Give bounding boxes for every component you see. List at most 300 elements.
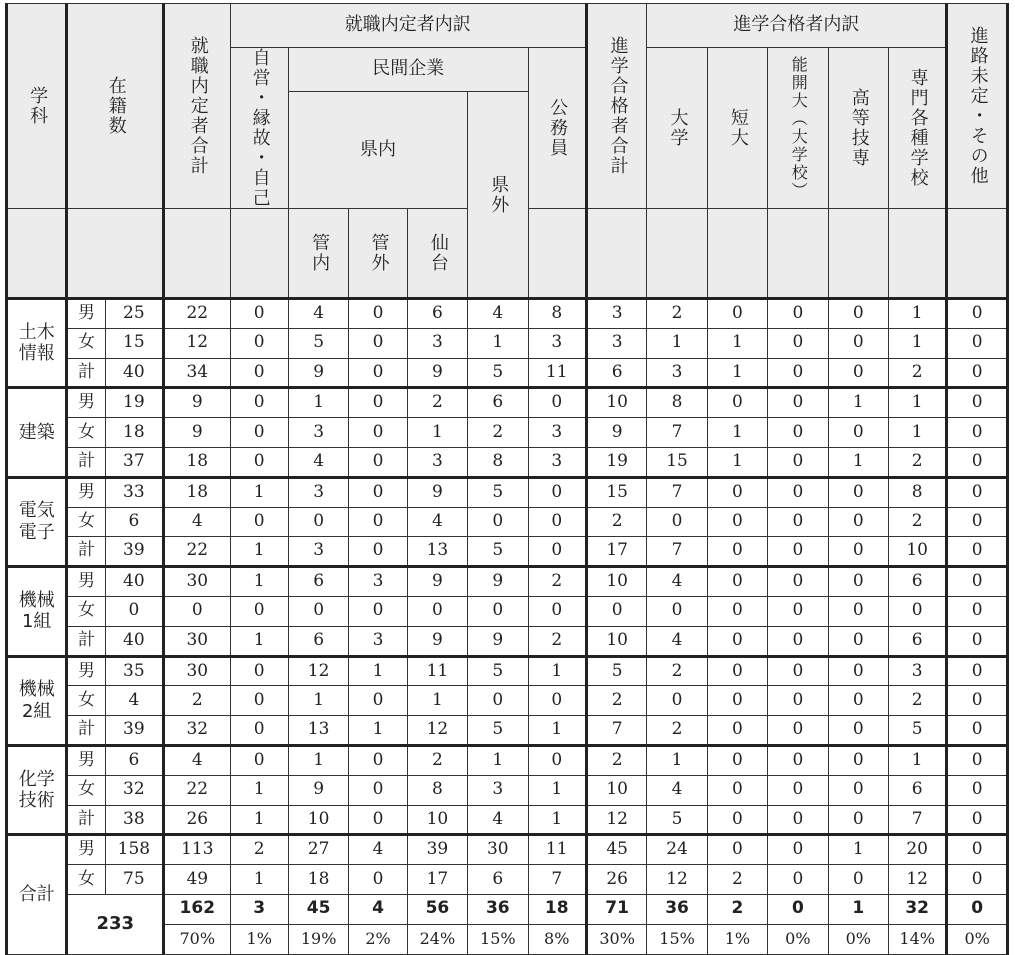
cell-kangai: 0 bbox=[349, 686, 407, 716]
gender-label: 女 bbox=[67, 596, 105, 626]
cell-university: 0 bbox=[647, 596, 707, 626]
sum-employed-total: 162 bbox=[164, 894, 230, 924]
cell-tech-college: 0 bbox=[828, 686, 888, 716]
cell-university: 7 bbox=[647, 477, 707, 507]
cell-self-employed: 0 bbox=[230, 418, 288, 448]
cell-self-employed: 1 bbox=[230, 477, 288, 507]
gender-label: 女 bbox=[67, 865, 105, 895]
cell-self-employed: 0 bbox=[230, 358, 288, 388]
cell-kangai: 0 bbox=[349, 865, 407, 895]
cell-self-employed: 0 bbox=[230, 447, 288, 477]
cell-university: 7 bbox=[647, 537, 707, 567]
cell-kannai: 1 bbox=[288, 686, 348, 716]
gender-label: 女 bbox=[67, 686, 105, 716]
cell-university: 8 bbox=[647, 388, 707, 418]
cell-tech-college: 1 bbox=[828, 388, 888, 418]
cell-vocational: 0 bbox=[888, 596, 946, 626]
cell-self-employed: 1 bbox=[230, 567, 288, 597]
table-row bbox=[7, 567, 1008, 597]
cell-junior-college: 0 bbox=[707, 775, 767, 805]
dept-name: 機械 1組 bbox=[7, 567, 67, 656]
cell-junior-college: 1 bbox=[707, 447, 767, 477]
cell-university: 0 bbox=[647, 507, 707, 537]
cell-undecided: 0 bbox=[947, 626, 1008, 656]
cell-kannai: 9 bbox=[288, 358, 348, 388]
dept-name: 化学 技術 bbox=[7, 745, 67, 834]
table-row bbox=[7, 835, 1008, 865]
cell-advance-total: 10 bbox=[586, 775, 646, 805]
cell-enrolled: 35 bbox=[105, 656, 163, 686]
cell-sendai: 1 bbox=[407, 418, 467, 448]
cell-vocational: 2 bbox=[888, 507, 946, 537]
table-row bbox=[7, 775, 1008, 805]
cell-sendai: 9 bbox=[407, 626, 467, 656]
cell-advance-total: 12 bbox=[586, 805, 646, 835]
cell-junior-college: 0 bbox=[707, 835, 767, 865]
cell-employed-total: 9 bbox=[164, 388, 230, 418]
cell-tech-college: 0 bbox=[828, 537, 888, 567]
cell-out-pref: 9 bbox=[468, 626, 528, 656]
cell-tech-college: 0 bbox=[828, 596, 888, 626]
cell-employed-total: 22 bbox=[164, 299, 230, 329]
gender-label: 女 bbox=[67, 328, 105, 358]
cell-polytech: 0 bbox=[768, 656, 828, 686]
cell-university: 0 bbox=[647, 686, 707, 716]
gender-label: 男 bbox=[67, 835, 105, 865]
cell-kannai: 13 bbox=[288, 716, 348, 746]
header-dept-spacer bbox=[7, 209, 67, 299]
cell-advance-total: 17 bbox=[586, 537, 646, 567]
cell-advance-total: 10 bbox=[586, 567, 646, 597]
cell-junior-college: 0 bbox=[707, 388, 767, 418]
cell-enrolled: 32 bbox=[105, 775, 163, 805]
cell-civil-servant: 3 bbox=[528, 418, 586, 448]
cell-out-pref: 4 bbox=[468, 299, 528, 329]
header-kannai: 管内 bbox=[288, 209, 348, 299]
header-out-pref: 県外 bbox=[468, 92, 528, 299]
header-in-pref: 県内 bbox=[288, 92, 467, 209]
cell-out-pref: 0 bbox=[468, 507, 528, 537]
cell-enrolled: 75 bbox=[105, 865, 163, 895]
cell-employed-total: 30 bbox=[164, 656, 230, 686]
gender-label: 女 bbox=[67, 507, 105, 537]
cell-enrolled: 40 bbox=[105, 358, 163, 388]
cell-vocational: 6 bbox=[888, 626, 946, 656]
table-row bbox=[7, 865, 1008, 895]
cell-undecided: 0 bbox=[947, 418, 1008, 448]
sum-civil-servant: 18 bbox=[528, 894, 586, 924]
cell-out-pref: 5 bbox=[468, 358, 528, 388]
cell-employed-total: 4 bbox=[164, 745, 230, 775]
cell-kannai: 9 bbox=[288, 775, 348, 805]
cell-civil-servant: 0 bbox=[528, 477, 586, 507]
sum-self-employed: 3 bbox=[230, 894, 288, 924]
cell-enrolled: 33 bbox=[105, 477, 163, 507]
cell-civil-servant: 8 bbox=[528, 299, 586, 329]
cell-junior-college: 1 bbox=[707, 328, 767, 358]
cell-civil-servant: 2 bbox=[528, 567, 586, 597]
cell-civil-servant: 3 bbox=[528, 447, 586, 477]
cell-junior-college: 0 bbox=[707, 537, 767, 567]
cell-employed-total: 113 bbox=[164, 835, 230, 865]
cell-employed-total: 0 bbox=[164, 596, 230, 626]
gender-label: 男 bbox=[67, 745, 105, 775]
cell-kannai: 3 bbox=[288, 537, 348, 567]
cell-vocational: 6 bbox=[888, 775, 946, 805]
cell-enrolled: 18 bbox=[105, 418, 163, 448]
career-results-table bbox=[5, 3, 1009, 955]
cell-employed-total: 18 bbox=[164, 477, 230, 507]
cell-out-pref: 0 bbox=[468, 596, 528, 626]
cell-civil-servant: 11 bbox=[528, 358, 586, 388]
cell-out-pref: 9 bbox=[468, 567, 528, 597]
cell-out-pref: 8 bbox=[468, 447, 528, 477]
cell-undecided: 0 bbox=[947, 477, 1008, 507]
header-employed-breakdown: 就職内定者内訳 bbox=[230, 4, 586, 48]
cell-civil-servant: 0 bbox=[528, 686, 586, 716]
cell-sendai: 13 bbox=[407, 537, 467, 567]
cell-advance-total: 19 bbox=[586, 447, 646, 477]
cell-civil-servant: 11 bbox=[528, 835, 586, 865]
percent-out-pref: 15% bbox=[468, 924, 528, 954]
cell-vocational: 1 bbox=[888, 388, 946, 418]
cell-vocational: 8 bbox=[888, 477, 946, 507]
header-tech-college: 高等技専 bbox=[828, 48, 888, 209]
cell-junior-college: 2 bbox=[707, 865, 767, 895]
cell-kangai: 0 bbox=[349, 477, 407, 507]
cell-polytech: 0 bbox=[768, 865, 828, 895]
cell-self-employed: 1 bbox=[230, 626, 288, 656]
cell-kannai: 4 bbox=[288, 447, 348, 477]
header-junior-college: 短大 bbox=[707, 48, 767, 209]
table-row bbox=[7, 686, 1008, 716]
cell-advance-total: 15 bbox=[586, 477, 646, 507]
sum-advance-total: 71 bbox=[586, 894, 646, 924]
cell-civil-servant: 7 bbox=[528, 865, 586, 895]
cell-enrolled: 40 bbox=[105, 626, 163, 656]
header-university: 大学 bbox=[647, 48, 707, 209]
cell-vocational: 10 bbox=[888, 537, 946, 567]
cell-employed-total: 49 bbox=[164, 865, 230, 895]
cell-employed-total: 26 bbox=[164, 805, 230, 835]
cell-vocational: 3 bbox=[888, 656, 946, 686]
header-enrolled-spacer bbox=[67, 209, 164, 299]
cell-kannai: 18 bbox=[288, 865, 348, 895]
percent-university: 15% bbox=[647, 924, 707, 954]
cell-university: 1 bbox=[647, 745, 707, 775]
cell-kannai: 0 bbox=[288, 507, 348, 537]
cell-vocational: 20 bbox=[888, 835, 946, 865]
cell-advance-total: 5 bbox=[586, 656, 646, 686]
sum-vocational: 32 bbox=[888, 894, 946, 924]
sum-university: 36 bbox=[647, 894, 707, 924]
cell-tech-college: 0 bbox=[828, 716, 888, 746]
gender-label: 男 bbox=[67, 388, 105, 418]
percent-polytech: 0% bbox=[768, 924, 828, 954]
cell-kangai: 3 bbox=[349, 626, 407, 656]
cell-kannai: 1 bbox=[288, 745, 348, 775]
cell-undecided: 0 bbox=[947, 567, 1008, 597]
header-vocational: 専門各種学校 bbox=[888, 48, 946, 209]
cell-advance-total: 26 bbox=[586, 865, 646, 895]
cell-undecided: 0 bbox=[947, 328, 1008, 358]
header-civil-servant: 公務員 bbox=[528, 48, 586, 209]
cell-kangai: 1 bbox=[349, 716, 407, 746]
cell-polytech: 0 bbox=[768, 477, 828, 507]
cell-kannai: 4 bbox=[288, 299, 348, 329]
cell-out-pref: 2 bbox=[468, 418, 528, 448]
gender-label: 女 bbox=[67, 418, 105, 448]
cell-self-employed: 0 bbox=[230, 716, 288, 746]
cell-kannai: 0 bbox=[288, 596, 348, 626]
cell-advance-total: 2 bbox=[586, 745, 646, 775]
cell-sendai: 2 bbox=[407, 388, 467, 418]
percent-sendai: 24% bbox=[407, 924, 467, 954]
cell-out-pref: 5 bbox=[468, 716, 528, 746]
gender-label: 男 bbox=[67, 477, 105, 507]
cell-undecided: 0 bbox=[947, 447, 1008, 477]
cell-employed-total: 30 bbox=[164, 626, 230, 656]
table-row bbox=[7, 596, 1008, 626]
cell-out-pref: 0 bbox=[468, 686, 528, 716]
cell-sendai: 2 bbox=[407, 745, 467, 775]
cell-tech-college: 0 bbox=[828, 299, 888, 329]
cell-polytech: 0 bbox=[768, 805, 828, 835]
cell-vocational: 2 bbox=[888, 686, 946, 716]
gender-label: 計 bbox=[67, 447, 105, 477]
cell-junior-college: 0 bbox=[707, 596, 767, 626]
cell-polytech: 0 bbox=[768, 775, 828, 805]
cell-kangai: 0 bbox=[349, 358, 407, 388]
header-kangai: 管外 bbox=[349, 209, 407, 299]
cell-civil-servant: 1 bbox=[528, 716, 586, 746]
cell-kangai: 0 bbox=[349, 507, 407, 537]
cell-polytech: 0 bbox=[768, 447, 828, 477]
cell-advance-total: 7 bbox=[586, 716, 646, 746]
cell-university: 24 bbox=[647, 835, 707, 865]
header-sendai: 仙台 bbox=[407, 209, 467, 299]
table-row bbox=[7, 805, 1008, 835]
cell-kangai: 0 bbox=[349, 745, 407, 775]
cell-out-pref: 6 bbox=[468, 388, 528, 418]
cell-employed-total: 12 bbox=[164, 328, 230, 358]
table-row bbox=[7, 507, 1008, 537]
gender-label: 計 bbox=[67, 805, 105, 835]
cell-enrolled: 37 bbox=[105, 447, 163, 477]
cell-tech-college: 1 bbox=[828, 447, 888, 477]
gender-label: 計 bbox=[67, 358, 105, 388]
header-enrolled: 在籍数 bbox=[67, 4, 164, 209]
cell-enrolled: 158 bbox=[105, 835, 163, 865]
cell-employed-total: 9 bbox=[164, 418, 230, 448]
cell-enrolled: 39 bbox=[105, 537, 163, 567]
cell-junior-college: 0 bbox=[707, 656, 767, 686]
cell-undecided: 0 bbox=[947, 805, 1008, 835]
cell-employed-total: 34 bbox=[164, 358, 230, 388]
cell-civil-servant: 1 bbox=[528, 656, 586, 686]
cell-kangai: 0 bbox=[349, 388, 407, 418]
cell-civil-servant: 0 bbox=[528, 388, 586, 418]
cell-undecided: 0 bbox=[947, 507, 1008, 537]
cell-kangai: 0 bbox=[349, 537, 407, 567]
dept-name: 機械 2組 bbox=[7, 656, 67, 745]
header-university-spacer bbox=[647, 209, 707, 299]
cell-sendai: 12 bbox=[407, 716, 467, 746]
cell-employed-total: 18 bbox=[164, 447, 230, 477]
table-row bbox=[7, 626, 1008, 656]
header-junior-college-spacer bbox=[707, 209, 767, 299]
cell-kangai: 0 bbox=[349, 805, 407, 835]
dept-name: 建築 bbox=[7, 388, 67, 477]
cell-employed-total: 32 bbox=[164, 716, 230, 746]
cell-kangai: 4 bbox=[349, 835, 407, 865]
cell-out-pref: 6 bbox=[468, 865, 528, 895]
cell-kannai: 3 bbox=[288, 418, 348, 448]
cell-advance-total: 6 bbox=[586, 358, 646, 388]
cell-advance-total: 3 bbox=[586, 299, 646, 329]
sum-undecided: 0 bbox=[947, 894, 1008, 924]
cell-vocational: 5 bbox=[888, 716, 946, 746]
header-tech-college-spacer bbox=[828, 209, 888, 299]
cell-employed-total: 22 bbox=[164, 775, 230, 805]
cell-kannai: 3 bbox=[288, 477, 348, 507]
cell-tech-college: 0 bbox=[828, 477, 888, 507]
cell-kangai: 0 bbox=[349, 596, 407, 626]
cell-self-employed: 0 bbox=[230, 596, 288, 626]
cell-enrolled: 15 bbox=[105, 328, 163, 358]
cell-polytech: 0 bbox=[768, 358, 828, 388]
cell-polytech: 0 bbox=[768, 507, 828, 537]
cell-enrolled: 39 bbox=[105, 716, 163, 746]
cell-out-pref: 3 bbox=[468, 775, 528, 805]
sum-kannai: 45 bbox=[288, 894, 348, 924]
cell-kangai: 1 bbox=[349, 656, 407, 686]
cell-civil-servant: 0 bbox=[528, 507, 586, 537]
header-polytech-spacer bbox=[768, 209, 828, 299]
total-label: 合計 bbox=[7, 835, 67, 954]
cell-kangai: 0 bbox=[349, 299, 407, 329]
cell-sendai: 11 bbox=[407, 656, 467, 686]
cell-university: 3 bbox=[647, 358, 707, 388]
cell-polytech: 0 bbox=[768, 567, 828, 597]
gender-label: 男 bbox=[67, 656, 105, 686]
table-row bbox=[7, 477, 1008, 507]
cell-sendai: 17 bbox=[407, 865, 467, 895]
cell-tech-college: 0 bbox=[828, 626, 888, 656]
cell-undecided: 0 bbox=[947, 775, 1008, 805]
cell-advance-total: 2 bbox=[586, 507, 646, 537]
cell-junior-college: 0 bbox=[707, 567, 767, 597]
cell-self-employed: 0 bbox=[230, 328, 288, 358]
cell-civil-servant: 1 bbox=[528, 805, 586, 835]
cell-university: 7 bbox=[647, 418, 707, 448]
table-row bbox=[7, 299, 1008, 329]
cell-out-pref: 5 bbox=[468, 477, 528, 507]
percent-civil-servant: 8% bbox=[528, 924, 586, 954]
cell-undecided: 0 bbox=[947, 388, 1008, 418]
cell-employed-total: 22 bbox=[164, 537, 230, 567]
cell-sendai: 8 bbox=[407, 775, 467, 805]
cell-employed-total: 4 bbox=[164, 507, 230, 537]
header-vocational-spacer bbox=[888, 209, 946, 299]
cell-junior-college: 0 bbox=[707, 745, 767, 775]
table-row bbox=[7, 328, 1008, 358]
cell-kangai: 0 bbox=[349, 418, 407, 448]
gender-label: 計 bbox=[67, 626, 105, 656]
cell-kannai: 10 bbox=[288, 805, 348, 835]
cell-vocational: 6 bbox=[888, 567, 946, 597]
gender-label: 男 bbox=[67, 567, 105, 597]
table-row bbox=[7, 537, 1008, 567]
table-row bbox=[7, 745, 1008, 775]
cell-university: 12 bbox=[647, 865, 707, 895]
sum-kangai: 4 bbox=[349, 894, 407, 924]
table-body bbox=[7, 299, 1008, 955]
cell-junior-college: 1 bbox=[707, 358, 767, 388]
cell-civil-servant: 1 bbox=[528, 775, 586, 805]
cell-self-employed: 1 bbox=[230, 775, 288, 805]
cell-self-employed: 0 bbox=[230, 686, 288, 716]
cell-advance-total: 45 bbox=[586, 835, 646, 865]
cell-self-employed: 0 bbox=[230, 299, 288, 329]
cell-tech-college: 0 bbox=[828, 805, 888, 835]
cell-university: 4 bbox=[647, 567, 707, 597]
cell-enrolled: 6 bbox=[105, 745, 163, 775]
cell-junior-college: 0 bbox=[707, 477, 767, 507]
cell-kannai: 5 bbox=[288, 328, 348, 358]
cell-polytech: 0 bbox=[768, 716, 828, 746]
sum-tech-college: 1 bbox=[828, 894, 888, 924]
cell-vocational: 7 bbox=[888, 805, 946, 835]
cell-sendai: 3 bbox=[407, 328, 467, 358]
cell-tech-college: 0 bbox=[828, 567, 888, 597]
header-employed-total-spacer bbox=[164, 209, 230, 299]
cell-polytech: 0 bbox=[768, 835, 828, 865]
cell-kannai: 12 bbox=[288, 656, 348, 686]
header-employed-total: 就職内定者合計 bbox=[164, 4, 230, 209]
cell-vocational: 2 bbox=[888, 358, 946, 388]
percent-employed-total: 70% bbox=[164, 924, 230, 954]
cell-advance-total: 10 bbox=[586, 388, 646, 418]
cell-kannai: 6 bbox=[288, 567, 348, 597]
cell-polytech: 0 bbox=[768, 537, 828, 567]
cell-advance-total: 10 bbox=[586, 626, 646, 656]
cell-junior-college: 0 bbox=[707, 686, 767, 716]
cell-out-pref: 1 bbox=[468, 745, 528, 775]
cell-advance-total: 3 bbox=[586, 328, 646, 358]
table-row bbox=[7, 388, 1008, 418]
cell-kangai: 0 bbox=[349, 447, 407, 477]
header-private: 民間企業 bbox=[288, 48, 528, 92]
grand-enrolled: 233 bbox=[67, 894, 164, 954]
cell-university: 5 bbox=[647, 805, 707, 835]
cell-sendai: 10 bbox=[407, 805, 467, 835]
cell-self-employed: 0 bbox=[230, 745, 288, 775]
cell-sendai: 1 bbox=[407, 686, 467, 716]
cell-university: 2 bbox=[647, 656, 707, 686]
percent-junior-college: 1% bbox=[707, 924, 767, 954]
cell-junior-college: 0 bbox=[707, 507, 767, 537]
cell-tech-college: 1 bbox=[828, 835, 888, 865]
cell-polytech: 0 bbox=[768, 686, 828, 716]
dept-name: 電気 電子 bbox=[7, 477, 67, 566]
cell-enrolled: 25 bbox=[105, 299, 163, 329]
cell-junior-college: 0 bbox=[707, 299, 767, 329]
cell-sendai: 9 bbox=[407, 477, 467, 507]
gender-label: 計 bbox=[67, 537, 105, 567]
cell-sendai: 0 bbox=[407, 596, 467, 626]
sum-polytech: 0 bbox=[768, 894, 828, 924]
